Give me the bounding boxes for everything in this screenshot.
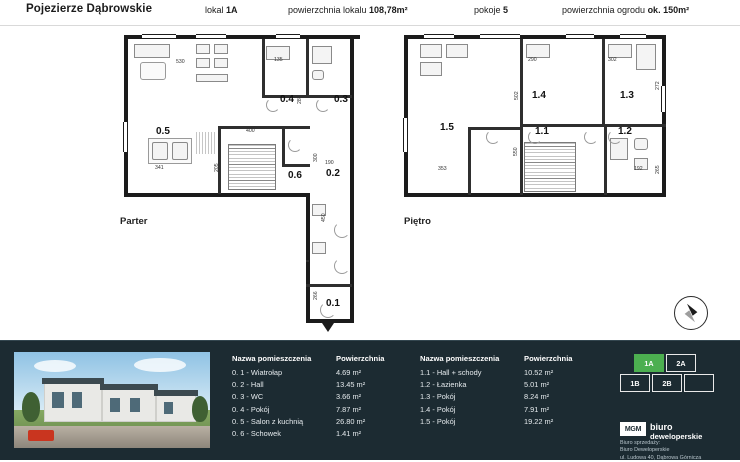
table-row bbox=[232, 391, 406, 403]
dimension: 450 bbox=[321, 213, 327, 222]
header-garden-label: powierzchnia ogrodu bbox=[562, 5, 648, 15]
furniture-table bbox=[140, 62, 166, 80]
cell-room-name: 1.1 - Hall + schody bbox=[420, 368, 482, 377]
table-row bbox=[232, 428, 406, 440]
unit-key-cell-1a[interactable]: 1A bbox=[634, 354, 664, 372]
door bbox=[266, 98, 280, 112]
table-row bbox=[420, 416, 594, 428]
table-row bbox=[420, 379, 594, 391]
dimension: 135 bbox=[274, 57, 283, 63]
window bbox=[403, 118, 408, 152]
address-line-2: Biuro Deweloperskie bbox=[620, 447, 670, 454]
header-area-value: 108,78m² bbox=[369, 5, 408, 15]
wall bbox=[306, 260, 309, 262]
logo-text-line1: biuro bbox=[650, 422, 673, 432]
photo-window bbox=[130, 398, 140, 412]
wall bbox=[604, 127, 607, 195]
furniture bbox=[526, 44, 550, 58]
wall bbox=[306, 284, 352, 287]
window bbox=[123, 122, 128, 152]
wall bbox=[124, 193, 310, 197]
photo-tree bbox=[22, 392, 40, 422]
cell-room-name: 1.5 - Pokój bbox=[420, 416, 456, 426]
cell-room-name: 1.2 - Łazienka bbox=[420, 380, 467, 390]
photo-cloud bbox=[134, 358, 186, 372]
cell-room-area: 8.24 m² bbox=[524, 392, 550, 402]
door bbox=[486, 130, 500, 144]
room-label-0-3: 0.3 bbox=[334, 94, 348, 105]
unit-key-grid bbox=[620, 354, 720, 412]
column-header-name: Nazwa pomieszczenia bbox=[420, 354, 500, 363]
photo-window bbox=[52, 392, 64, 408]
window bbox=[196, 34, 226, 39]
header-unit-label: lokal bbox=[205, 5, 227, 15]
wall bbox=[404, 193, 666, 197]
furniture bbox=[636, 44, 656, 70]
header-area-label: powierzchnia lokalu bbox=[288, 5, 370, 15]
room-label-1-4: 1.4 bbox=[532, 90, 546, 101]
room-label-0-2: 0.2 bbox=[326, 168, 340, 179]
dimension: 272 bbox=[655, 81, 661, 90]
dimension: 266 bbox=[313, 291, 319, 300]
table-header-row bbox=[420, 354, 594, 363]
cell-room-area: 13.45 m² bbox=[336, 380, 366, 390]
ground-floor-label: Parter bbox=[120, 216, 148, 227]
header-unit-value: 1A bbox=[226, 5, 238, 15]
window bbox=[661, 86, 666, 112]
table-row bbox=[420, 391, 594, 403]
door bbox=[288, 138, 302, 152]
wall bbox=[520, 39, 523, 127]
window bbox=[566, 34, 594, 39]
furniture-bath bbox=[312, 46, 332, 64]
wall bbox=[282, 164, 310, 167]
furniture bbox=[196, 58, 210, 68]
photo-window bbox=[110, 398, 120, 412]
wall bbox=[350, 35, 354, 323]
address-line-3: ul. Ludowa 40, Dąbrowa Górnicza bbox=[620, 454, 702, 461]
unit-key-cell-blank bbox=[684, 374, 714, 392]
staircase bbox=[228, 144, 276, 190]
upper-floor-label: Piętro bbox=[404, 216, 431, 227]
furniture bbox=[134, 44, 170, 58]
room-label-0-4: 0.4 bbox=[280, 94, 294, 105]
upper-rooms-table bbox=[420, 354, 594, 428]
photo-roof bbox=[42, 378, 104, 384]
room-label-0-5: 0.5 bbox=[156, 126, 170, 137]
door bbox=[334, 258, 350, 274]
cell-room-area: 4.69 m² bbox=[336, 368, 362, 377]
table-body bbox=[420, 367, 594, 428]
column-header-area: Powierzchnia bbox=[524, 354, 573, 363]
table-row bbox=[232, 379, 406, 391]
door bbox=[316, 98, 330, 112]
photo-building bbox=[156, 394, 196, 422]
table-row bbox=[420, 367, 594, 379]
footer bbox=[0, 340, 740, 460]
wall bbox=[404, 35, 408, 197]
furniture bbox=[420, 44, 442, 58]
room-label-0-1: 0.1 bbox=[326, 298, 340, 309]
floorplan-area bbox=[0, 26, 740, 340]
dimension: 530 bbox=[176, 59, 185, 65]
cell-room-area: 19.22 m² bbox=[524, 416, 554, 426]
door bbox=[584, 130, 598, 144]
unit-key-cell-2b[interactable]: 2B bbox=[652, 374, 682, 392]
cell-room-area: 3.66 m² bbox=[336, 392, 362, 402]
window bbox=[620, 34, 646, 39]
wall bbox=[468, 127, 522, 130]
furniture bbox=[196, 44, 210, 54]
table-row bbox=[232, 404, 406, 416]
furniture-counter bbox=[196, 132, 216, 154]
table-row bbox=[420, 404, 594, 416]
header-rooms bbox=[474, 5, 508, 15]
table-row bbox=[232, 367, 406, 379]
furniture bbox=[608, 44, 632, 58]
window bbox=[276, 34, 300, 39]
wall bbox=[218, 126, 310, 129]
cell-room-name: 0. 3 - WC bbox=[232, 392, 264, 402]
logo-mark: MGM bbox=[620, 422, 646, 436]
furniture-wc bbox=[312, 70, 324, 80]
furniture bbox=[214, 58, 228, 68]
room-label-0-6: 0.6 bbox=[288, 170, 302, 181]
room-label-1-1: 1.1 bbox=[535, 126, 549, 137]
column-header-area: Powierzchnia bbox=[336, 354, 385, 363]
photo-car bbox=[28, 430, 54, 441]
column-header-name: Nazwa pomieszczenia bbox=[232, 354, 312, 363]
dimension: 302 bbox=[608, 57, 617, 63]
dimension: 205 bbox=[214, 163, 220, 172]
sales-office-address bbox=[620, 440, 701, 462]
staircase bbox=[524, 142, 576, 192]
cell-room-name: 0. 4 - Pokój bbox=[232, 404, 270, 414]
photo-window bbox=[164, 402, 173, 414]
compass-north-icon bbox=[674, 296, 708, 330]
wall bbox=[306, 193, 310, 323]
logo-text bbox=[650, 422, 702, 441]
table-row bbox=[232, 416, 406, 428]
photo-cloud bbox=[34, 360, 76, 372]
furniture bbox=[420, 62, 442, 76]
window bbox=[142, 34, 176, 39]
photo-roof bbox=[154, 390, 198, 396]
furniture-wc bbox=[634, 138, 648, 150]
furniture bbox=[446, 44, 468, 58]
photo-tree bbox=[192, 396, 208, 422]
logo-text-line2: deweloperskie bbox=[650, 432, 703, 441]
cell-room-area: 5.01 m² bbox=[524, 380, 550, 390]
room-label-1-3: 1.3 bbox=[620, 90, 634, 101]
dimension: 280 bbox=[297, 95, 303, 104]
cell-room-area: 26.80 m² bbox=[336, 416, 366, 426]
wall bbox=[602, 39, 605, 127]
wall bbox=[218, 126, 221, 194]
table-body bbox=[232, 367, 406, 440]
furniture-sink bbox=[152, 142, 168, 160]
header-garden-value: ok. 150m² bbox=[647, 5, 690, 15]
wall bbox=[282, 126, 285, 166]
page-header bbox=[0, 0, 740, 26]
room-label-1-2: 1.2 bbox=[618, 126, 632, 137]
door bbox=[334, 222, 350, 238]
cell-room-area: 1.41 m² bbox=[336, 429, 362, 439]
photo-window bbox=[72, 392, 82, 408]
header-area bbox=[288, 5, 408, 15]
dimension: 190 bbox=[325, 160, 334, 166]
room-label-1-5: 1.5 bbox=[440, 122, 454, 133]
cell-room-name: 0. 1 - Wiatrołap bbox=[232, 368, 283, 377]
header-garden bbox=[562, 5, 689, 15]
cell-room-name: 0. 2 - Hall bbox=[232, 380, 264, 390]
entrance-arrow-icon bbox=[322, 323, 334, 332]
window bbox=[424, 34, 454, 39]
wall bbox=[124, 35, 128, 197]
cell-room-name: 1.4 - Pokój bbox=[420, 404, 456, 414]
table-header-row bbox=[232, 354, 406, 363]
dimension: 300 bbox=[313, 153, 319, 162]
header-rooms-label: pokoje bbox=[474, 5, 504, 15]
wall bbox=[306, 39, 309, 97]
address-line-1: Biuro sprzedaży: bbox=[620, 440, 661, 446]
wall bbox=[662, 35, 666, 197]
cell-room-name: 0. 5 - Salon z kuchnią bbox=[232, 416, 304, 426]
dimension: 502 bbox=[514, 91, 520, 100]
dimension: 400 bbox=[246, 128, 255, 134]
unit-key-cell-1b[interactable]: 1B bbox=[620, 374, 650, 392]
header-unit bbox=[205, 5, 238, 15]
dimension: 353 bbox=[438, 166, 447, 172]
cell-room-name: 0. 6 - Schowek bbox=[232, 429, 281, 439]
dimension: 341 bbox=[155, 165, 164, 171]
cell-room-area: 7.87 m² bbox=[336, 404, 362, 414]
wall bbox=[262, 39, 265, 97]
dimension: 192 bbox=[634, 166, 643, 172]
header-rooms-value: 5 bbox=[503, 5, 509, 15]
unit-key-cell-2a[interactable]: 2A bbox=[666, 354, 696, 372]
page-title: Pojezierze Dąbrowskie bbox=[26, 3, 153, 15]
photo-roof bbox=[100, 384, 158, 390]
window bbox=[480, 34, 520, 39]
footer-divider bbox=[0, 340, 740, 341]
furniture bbox=[196, 74, 228, 82]
wall bbox=[520, 127, 523, 195]
cell-room-area: 10.52 m² bbox=[524, 368, 554, 377]
furniture bbox=[312, 242, 326, 254]
dimension: 290 bbox=[528, 57, 537, 63]
dimension: 265 bbox=[655, 165, 661, 174]
wall bbox=[468, 127, 471, 195]
dimension: 550 bbox=[513, 147, 519, 156]
building-rendering-image bbox=[14, 352, 210, 448]
cell-room-name: 1.3 - Pokój bbox=[420, 392, 456, 402]
furniture bbox=[214, 44, 228, 54]
ground-rooms-table bbox=[232, 354, 406, 440]
furniture-hob bbox=[172, 142, 188, 160]
cell-room-area: 7.91 m² bbox=[524, 404, 550, 414]
